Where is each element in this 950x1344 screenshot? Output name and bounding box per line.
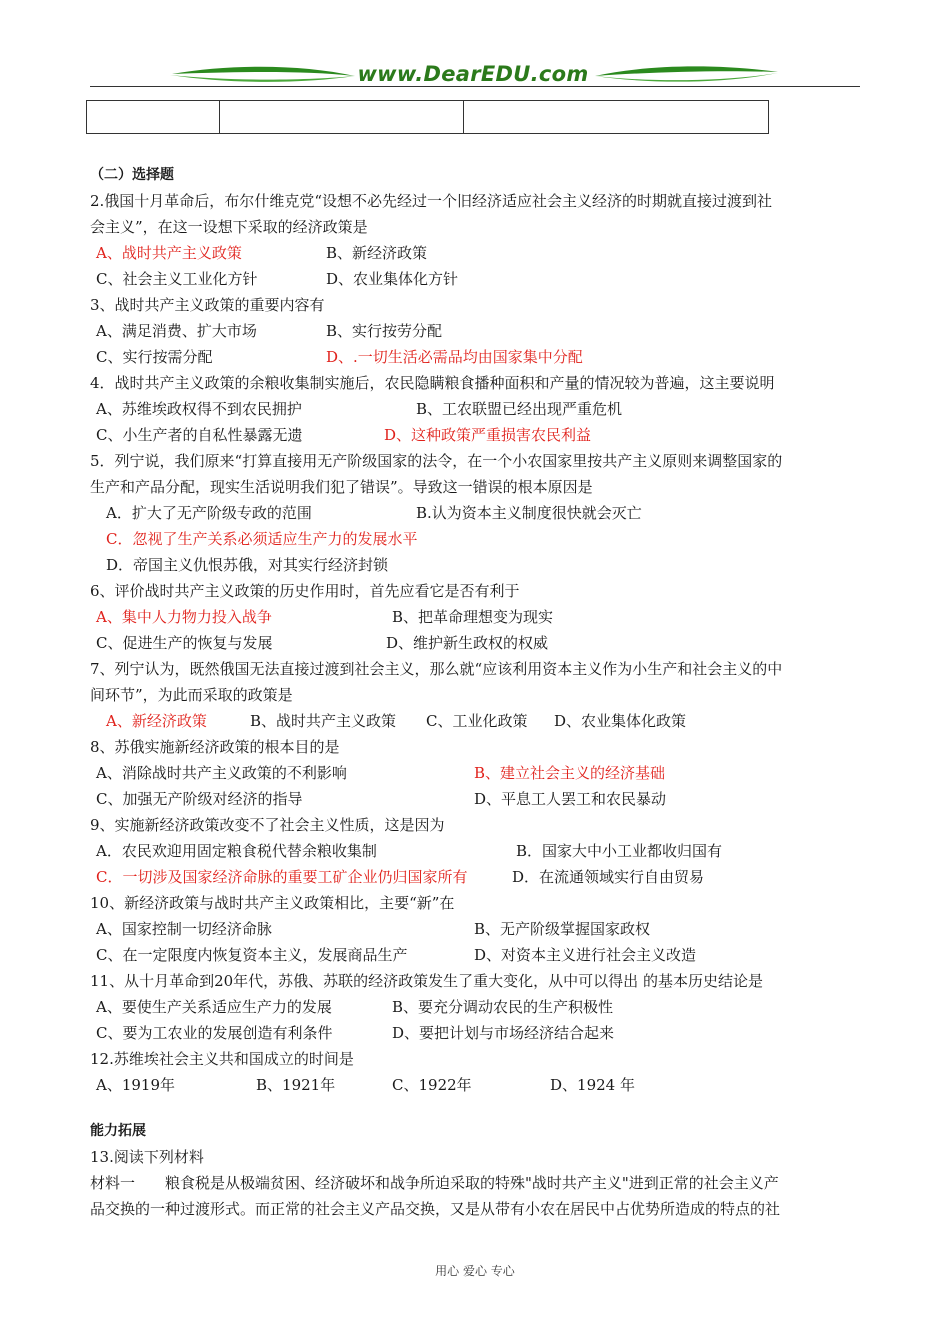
q3-options-row-1 [90,318,865,344]
q11-option-b: B、要充分调动农民的生产积极性 [392,998,614,1016]
q3-option-b: B、实行按劳分配 [326,322,443,340]
q10-option-a: A、国家控制一切经济命脉 [96,920,272,938]
q6-options-row-2 [90,630,865,656]
q7-stem-cont: 间环节”，为此而采取的政策是 [90,686,293,704]
q2-stem-cont: 会主义”，在这一设想下采取的经济政策是 [90,218,368,236]
q8-option-c: C、加强无产阶级对经济的指导 [96,790,303,808]
q9-option-b: B．国家大中小工业都收归国有 [516,842,723,860]
q12-options-row [90,1072,865,1098]
q9-options-row-1 [90,838,865,864]
q13-material-1: 材料一 粮食税是从极端贫困、经济破坏和战争所迫采取的特殊"战时共产主义"进到正常的社会主义产 [90,1174,779,1192]
q5-options-row-1 [90,500,865,526]
q11-option-c: C、要为工农业的发展创造有利条件 [96,1024,333,1042]
answer-table-row [86,100,769,134]
q10-option-d: D、对资本主义进行社会主义改造 [474,946,697,964]
q6-option-b: B、把革命理想变为现实 [392,608,554,626]
q11-option-a: A、要使生产关系适应生产力的发展 [96,998,332,1016]
q3-option-c: C、实行按需分配 [96,348,213,366]
q13-material-1-cont: 品交换的一种过渡形式。而正常的社会主义产品交换，又是从带有小农在居民中占优势所造成的特点的社 [90,1200,781,1218]
q2-option-d: D、农业集体化方针 [326,270,459,288]
q7-options-row [90,708,865,734]
q2-option-c: C、社会主义工业化方针 [96,270,258,288]
q10-options-row-2 [90,942,865,968]
q12-option-d: D、1924 年 [550,1076,635,1094]
q3-options-row-2 [90,344,865,370]
q7-stem: 7、列宁认为，既然俄国无法直接过渡到社会主义，那么就“应该利用资本主义作为小生产和社会主义的中 [90,660,783,678]
q10-stem: 10、新经济政策与战时共产主义政策相比，主要“新”在 [90,894,455,912]
section-title-choice: （二）选择题 [90,167,174,183]
q6-options-row-1 [90,604,865,630]
q3-stem: 3、战时共产主义政策的重要内容有 [90,296,325,314]
q7-option-b: B、战时共产主义政策 [250,712,397,730]
q5-options-row-3 [90,552,865,578]
q2-option-b: B、新经济政策 [326,244,428,262]
q5-option-d: D．帝国主义仇恨苏俄，对其实行经济封锁 [106,556,389,574]
table-cell [86,100,220,134]
q6-option-a: A、集中人力物力投入战争 [96,608,272,626]
q5-stem: 5．列宁说，我们原来“打算直接用无产阶级国家的法令，在一个小农国家里按共产主义原则来调整国家的 [90,452,783,470]
q12-option-b: B、1921年 [256,1076,336,1094]
table-cell [464,100,769,134]
q13-stem: 13.阅读下列材料 [90,1148,204,1166]
q9-option-d: D．在流通领域实行自由贸易 [512,868,705,886]
q6-option-c: C、促进生产的恢复与发展 [96,634,273,652]
page-footer: 用心 爱心 专心 [435,1264,515,1278]
q8-options-row-2 [90,786,865,812]
q3-option-d: D、.一切生活必需品均由国家集中分配 [326,348,583,366]
q9-stem: 9、实施新经济政策改变不了社会主义性质，这是因为 [90,816,445,834]
q9-options-row-2 [90,864,865,890]
section-title-ability: 能力拓展 [90,1123,146,1139]
q8-stem: 8、苏俄实施新经济政策的根本目的是 [90,738,340,756]
q3-option-a: A、满足消费、扩大市场 [96,322,257,340]
q5-options-row-2 [90,526,865,552]
q9-option-a: A．农民欢迎用固定粮食税代替余粮收集制 [96,842,377,860]
q12-option-a: A、1919年 [96,1076,176,1094]
q12-option-c: C、1922年 [392,1076,472,1094]
q11-options-row-1 [90,994,865,1020]
table-cell [220,100,464,134]
question-content [90,162,865,1222]
q4-option-a: A、苏维埃政权得不到农民拥护 [96,400,302,418]
logo-text[interactable]: www.DearEDU.com [357,62,589,86]
q5-option-c: C．忽视了生产关系必须适应生产力的发展水平 [106,530,418,548]
q7-option-a: A、新经济政策 [106,712,207,730]
q10-options-row-1 [90,916,865,942]
q5-option-b: B.认为资本主义制度很快就会灭亡 [416,504,642,522]
q4-options-row-2 [90,422,865,448]
q2-stem: 2.俄国十月革命后，布尔什维克党“设想不必先经过一个旧经济适应社会主义经济的时期就直接过渡到社 [90,192,772,210]
q2-options-row-1 [90,240,865,266]
q2-option-a: A、战时共产主义政策 [96,244,242,262]
q10-option-c: C、在一定限度内恢复资本主义，发展商品生产 [96,946,408,964]
q8-option-a: A、消除战时共产主义政策的不利影响 [96,764,347,782]
q4-option-c: C、小生产者的自私性暴露无遗 [96,426,303,444]
q4-stem: 4．战时共产主义政策的余粮收集制实施后，农民隐瞒粮食播种面积和产量的情况较为普遍，这主要说明 [90,374,775,392]
q8-options-row-1 [90,760,865,786]
q11-options-row-2 [90,1020,865,1046]
q7-option-c: C、工业化政策 [426,712,528,730]
q4-options-row-1 [90,396,865,422]
q4-option-d: D、这种政策严重损害农民利益 [384,426,592,444]
q6-option-d: D、维护新生政权的权威 [386,634,549,652]
q8-option-d: D、平息工人罢工和农民暴动 [474,790,667,808]
header-divider [90,86,860,87]
q9-option-c: C．一切涉及国家经济命脉的重要工矿企业仍归国家所有 [96,868,468,886]
q2-options-row-2 [90,266,865,292]
q5-stem-cont: 生产和产品分配，现实生活说明我们犯了错误”。导致这一错误的根本原因是 [90,478,593,496]
q10-option-b: B、无产阶级掌握国家政权 [474,920,651,938]
q5-option-a: A．扩大了无产阶级专政的范围 [106,504,312,522]
q8-option-b: B、建立社会主义的经济基础 [474,764,666,782]
q7-option-d: D、农业集体化政策 [554,712,687,730]
q6-stem: 6、评价战时共产主义政策的历史作用时，首先应看它是否有利于 [90,582,520,600]
q4-option-b: B、工农联盟已经出现严重危机 [416,400,623,418]
q11-option-d: D、要把计划与市场经济结合起来 [392,1024,615,1042]
q12-stem: 12.苏维埃社会主义共和国成立的时间是 [90,1050,354,1068]
q11-stem: 11、从十月革命到20年代，苏俄、苏联的经济政策发生了重大变化，从中可以得出 的基本历史结论是 [90,972,763,990]
